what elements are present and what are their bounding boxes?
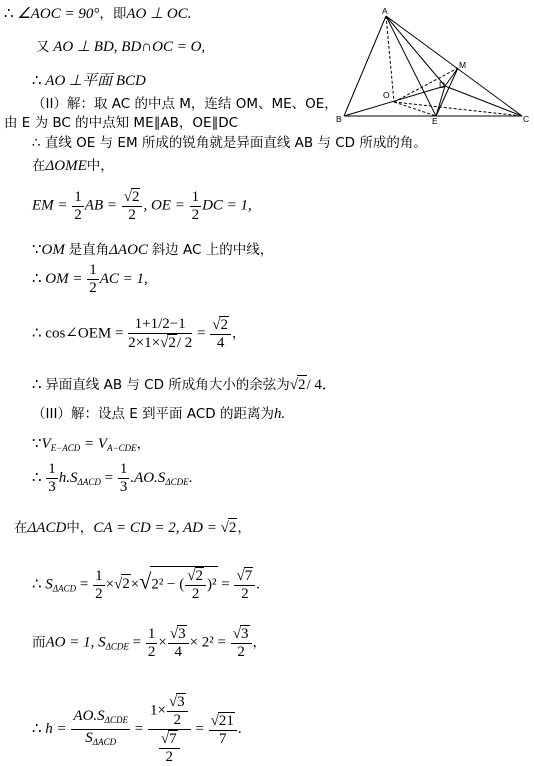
equals: = — [221, 576, 230, 593]
h-var: h. — [273, 406, 286, 422]
because-symbol: ∵ — [32, 436, 42, 452]
cn-text: 斜边 AC 上的中线， — [151, 242, 274, 258]
h-var: h = — [45, 720, 67, 737]
fraction — [128, 316, 192, 352]
radicand: 7 — [244, 568, 253, 584]
om-label: OM — [41, 242, 65, 258]
denominator: 2 — [191, 586, 200, 602]
line-11 — [32, 316, 245, 352]
tail: / 4． — [306, 377, 337, 393]
therefore-symbol: ∴ — [32, 576, 42, 593]
cn-text: 而 — [32, 634, 46, 651]
label-m: M — [459, 60, 467, 70]
radicand: 3 — [241, 626, 249, 642]
subscript: E−ACD — [50, 443, 81, 453]
cn-text: 在 — [14, 520, 28, 536]
s-var: S — [45, 576, 53, 593]
om-label: OM = — [45, 270, 83, 287]
numerator: √7 — [234, 567, 255, 586]
period: . — [237, 720, 242, 737]
label-a: A — [382, 6, 388, 16]
cn-text: ，即 — [99, 6, 127, 22]
radicand: 21 — [218, 712, 234, 729]
den-part: / 2 — [176, 335, 193, 351]
radicand: 2 — [228, 520, 237, 536]
denominator: 2 — [173, 712, 182, 728]
numerator: √3 — [231, 625, 252, 644]
radicand: 2 — [298, 377, 306, 393]
radicand: 2 — [131, 189, 140, 205]
line-10 — [32, 262, 148, 297]
subscript: ΔCDE — [104, 715, 128, 725]
times: × — [130, 576, 140, 593]
period: . — [256, 576, 260, 593]
denominator: 2 — [89, 280, 97, 296]
line-19 — [32, 693, 242, 766]
numerator: 1 — [191, 188, 200, 205]
fraction — [210, 316, 231, 352]
num-text: AO.S — [73, 708, 105, 724]
therefore-symbol: ∴ — [32, 377, 42, 393]
subscript: ΔCDE — [105, 641, 129, 652]
edge-ed — [436, 86, 445, 116]
fraction — [71, 708, 130, 751]
comma: ， — [252, 634, 266, 651]
numerator — [148, 693, 191, 730]
times: × — [105, 576, 115, 593]
numerator: √2 — [210, 316, 231, 335]
edge-ac — [386, 16, 522, 116]
subscript: A−CDE — [107, 443, 137, 453]
numerator: √7 — [159, 730, 180, 749]
radicand: 7 — [169, 731, 177, 747]
inner-expr: 2² − ( — [151, 576, 185, 593]
label-d: D — [439, 80, 446, 90]
therefore-symbol: ∴ — [32, 270, 42, 287]
cn-text: 异面直线 AB 与 CD 所成角大小的余弦为 — [45, 377, 290, 393]
equals: = — [196, 325, 206, 342]
numerator: √3 — [168, 625, 189, 644]
edge-ab — [344, 16, 386, 116]
radicand: 2 — [122, 576, 130, 593]
line-3 — [32, 72, 146, 90]
triangle-acd: ΔACD — [27, 520, 67, 536]
radicand: 3 — [178, 626, 186, 642]
subscript: ΔCDE — [165, 476, 189, 487]
bd-expr: AO ⊥ BD, BD∩OC = O, — [53, 39, 206, 55]
cn-text: （III）解：设点 E 到平面 ACD 的距离为 — [32, 406, 274, 422]
ao-s: AO = 1, S — [45, 634, 106, 651]
numerator: 1+1/2−1 — [128, 316, 192, 334]
compound-fraction — [148, 693, 191, 766]
line-12: ∴ 异面直线 AB 与 CD 所成角大小的余弦为√2/ 4． — [32, 377, 337, 393]
angle-aoc-expr: ∠AOC = 90° — [17, 6, 100, 22]
triangle-aoc: ΔAOC — [109, 242, 148, 258]
fraction — [72, 189, 84, 224]
line-7 — [32, 157, 114, 175]
therefore-symbol: ∴ — [32, 325, 42, 342]
therefore-symbol: ∴ — [32, 720, 42, 737]
equals: = — [134, 720, 144, 737]
fraction — [146, 626, 158, 661]
edge-bd — [344, 86, 445, 116]
comma: ， — [231, 325, 246, 342]
label-e: E — [432, 116, 438, 124]
line-18 — [32, 625, 266, 661]
therefore-symbol: ∴ — [32, 73, 42, 89]
numerator: 1 — [147, 625, 156, 642]
ac-label: AC = 1, — [99, 270, 148, 287]
period: . — [188, 469, 193, 486]
line-2 — [36, 38, 205, 56]
oe-label: , OE = — [143, 197, 185, 214]
line-4: （II）解：取 AC 的中点 M，连结 OM、ME、OE， — [32, 96, 338, 112]
label-o: O — [383, 90, 390, 100]
close-paren: )² — [207, 576, 217, 593]
eq-v: = V — [80, 436, 108, 452]
ao-s: .AO.S — [130, 469, 166, 486]
side-lengths: CA = CD = 2, AD = — [93, 520, 217, 536]
because-symbol: ∵ — [32, 242, 42, 258]
radicand: 2 — [220, 317, 228, 333]
den-part: 2×1× — [128, 335, 161, 351]
dc-label: DC = 1, — [202, 197, 252, 214]
denominator: 2 — [191, 206, 200, 223]
den-text: S — [85, 730, 93, 746]
denominator: 2 — [147, 643, 156, 660]
fraction — [185, 567, 206, 603]
numerator: √3 — [167, 693, 188, 712]
cn-text: 又 — [36, 39, 50, 55]
equals: = — [195, 720, 204, 737]
cos-label: cos∠OEM = — [45, 325, 124, 342]
denominator: 3 — [119, 479, 128, 495]
v-var: V — [41, 436, 51, 452]
line-16: 在ΔACD中，CA = CD = 2, AD = √2， — [14, 520, 251, 536]
denominator: 2 — [128, 207, 136, 223]
line-14 — [32, 435, 150, 457]
radicand: 3 — [177, 694, 185, 710]
label-c: C — [523, 114, 530, 124]
numerator: √2 — [185, 567, 206, 586]
fraction — [167, 693, 188, 729]
pyramid-figure — [336, 6, 532, 124]
numerator: 1 — [74, 188, 82, 205]
line-15 — [32, 461, 192, 496]
numerator — [71, 708, 130, 730]
denominator: 2×1×√2/ 2 — [128, 335, 193, 351]
cn-text: 是直角 — [68, 242, 110, 258]
therefore-symbol: ∴ — [32, 469, 42, 486]
denominator: 7 — [218, 730, 227, 747]
equals: = — [76, 576, 89, 593]
denominator: 4 — [216, 335, 225, 351]
ao-perp-plane-expr: AO ⊥平面 BCD — [45, 73, 146, 89]
numerator: √21 — [209, 712, 237, 731]
denominator: 4 — [174, 644, 182, 660]
ao-perp-oc-expr: AO ⊥ OC. — [126, 6, 192, 22]
numerator: 1 — [89, 262, 97, 278]
line-9 — [32, 241, 273, 259]
numerator: 1 — [48, 461, 56, 477]
cn-text: 中， — [66, 520, 94, 536]
times: × — [158, 634, 167, 651]
line-17: ∴ $S_{\Delta ACD}$ = $\frac{1}{2}$ ×√2×√2² − ( $\frac{√2}{2}$ )² = $\frac{√7}{2}$ . — [32, 567, 260, 602]
subscript: ΔACD — [92, 737, 117, 747]
label-b: B — [336, 114, 342, 124]
denominator: 2 — [237, 644, 245, 660]
denominator: 3 — [48, 479, 56, 495]
line-8 — [32, 188, 252, 224]
equals: = — [100, 469, 114, 486]
fraction — [190, 189, 202, 224]
cn-text: 中， — [86, 158, 114, 174]
fraction — [118, 461, 130, 496]
denominator — [71, 730, 130, 751]
therefore-symbol: ∴ — [4, 6, 14, 22]
fraction — [231, 625, 252, 661]
denominator: 2 — [165, 749, 174, 765]
fraction — [209, 712, 237, 748]
comma: ， — [136, 436, 151, 452]
radicand: 2 — [168, 335, 176, 351]
times: × 2² = — [189, 634, 227, 651]
fraction — [122, 188, 143, 224]
line-6: ∴ 直线 OE 与 EM 所成的锐角就是异面直线 AB 与 CD 所成的角。 — [32, 135, 427, 151]
denominator: 2 — [74, 206, 82, 223]
line-1 — [4, 5, 192, 23]
numerator: √2 — [122, 188, 143, 207]
numerator: 1 — [119, 461, 128, 477]
line-13 — [32, 405, 285, 423]
ab-label: AB = — [84, 197, 117, 214]
denominator: 2 — [241, 586, 249, 602]
numerator: 1 — [95, 567, 103, 584]
cn-text: 在 — [32, 158, 46, 174]
radicand: 2 — [195, 568, 203, 584]
subscript: ΔACD — [77, 476, 101, 487]
denominator — [148, 730, 191, 766]
line-5: 由 E 为 BC 的中点知 ME∥AB，OE∥DC — [4, 115, 239, 131]
denominator: 2 — [95, 585, 103, 602]
subscript: ΔACD — [52, 583, 77, 594]
fraction — [234, 567, 255, 603]
big-radical — [150, 566, 217, 603]
fraction — [87, 262, 99, 297]
fraction — [159, 730, 180, 766]
comma: ， — [237, 520, 251, 536]
equals: = — [128, 634, 142, 651]
h-s: h.S — [58, 469, 78, 486]
fraction — [46, 461, 58, 496]
fraction — [168, 625, 189, 661]
em-label: EM = — [32, 197, 68, 214]
triangle-ome: ΔOME — [45, 158, 87, 174]
num-part: 1× — [149, 702, 166, 719]
fraction — [93, 568, 105, 603]
